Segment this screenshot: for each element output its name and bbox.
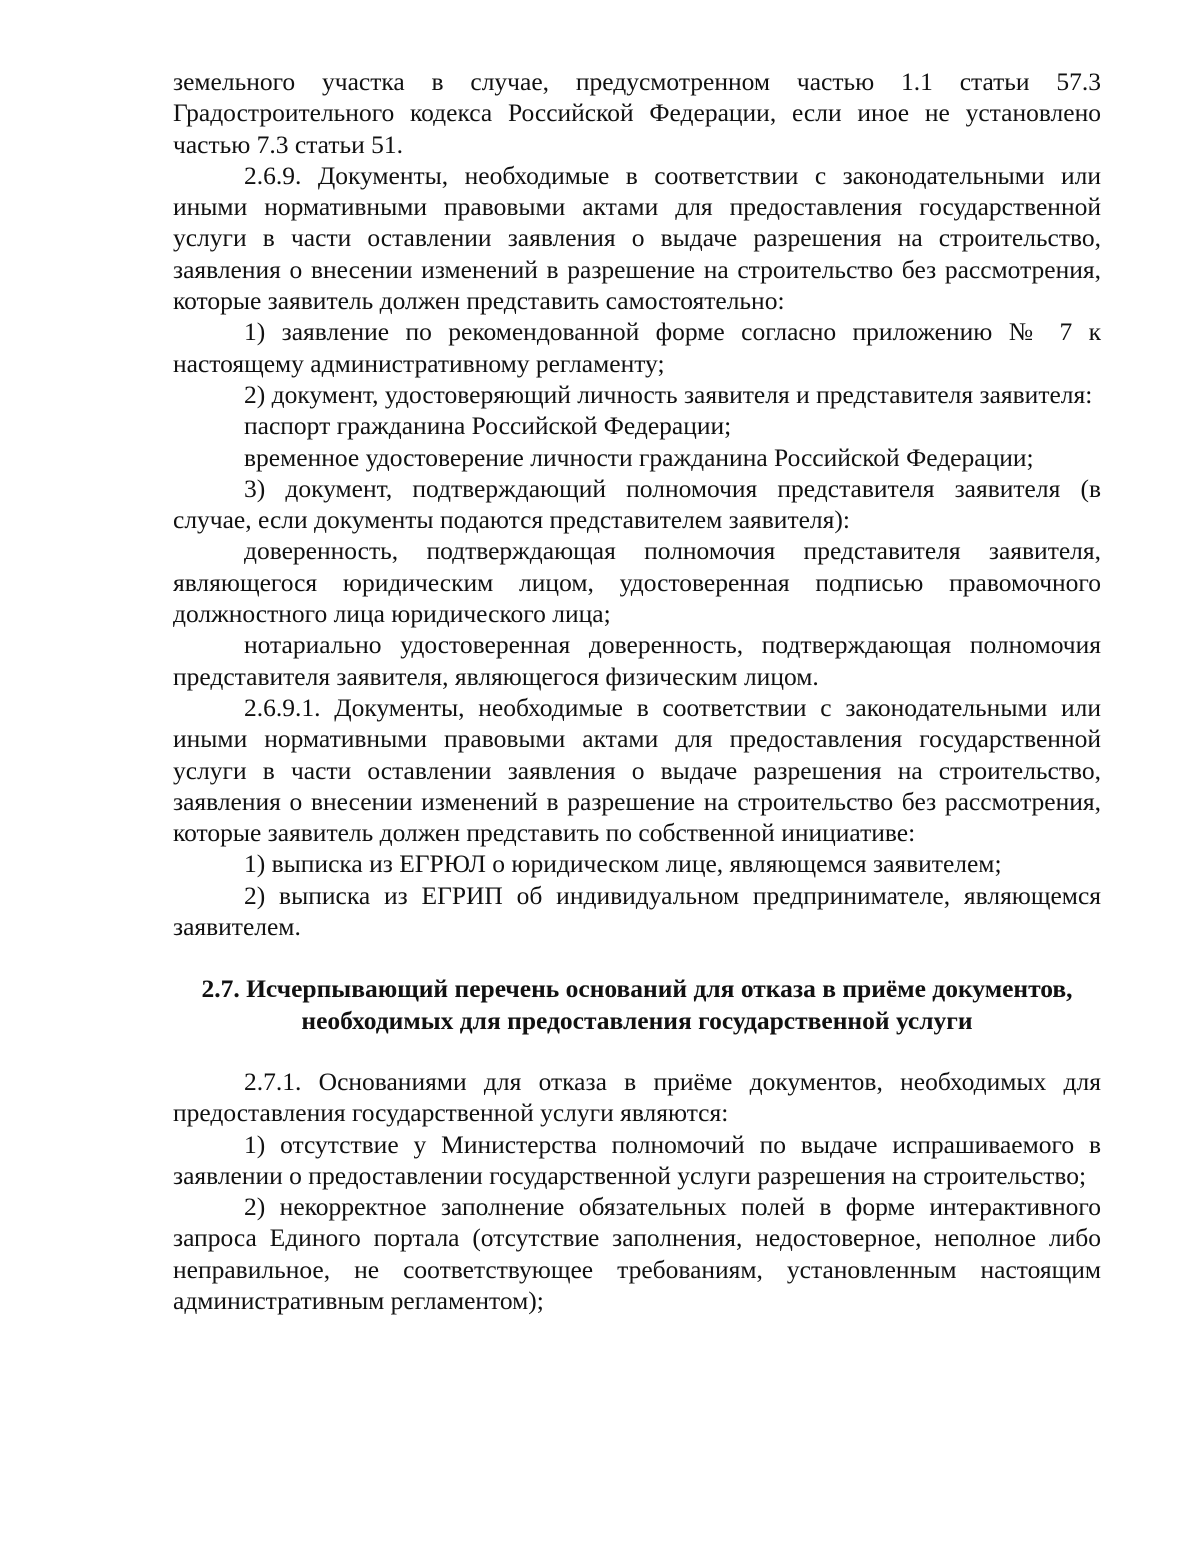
sub-item-passport: паспорт гражданина Российской Федерации; [244,411,732,441]
document-body [173,66,1101,1316]
section-heading-2-7: 2.7. Исчерпывающий перечень оснований для отказа в приёме документов, необходимых для предоставления государственной услуги [201,974,1073,1035]
list-item-incorrect-fields: 2) некорректное заполнение обязательных полей в форме интерактивного запроса Единого портала (отсутствие заполнения, недостоверное, неполное либо неправильное, не соответствующее требованиям, установленным настоящим административным регламентом); [173,1192,1101,1315]
list-item-identity-document: 2) документ, удостоверяющий личность заявителя и представителя заявителя: [244,379,1093,409]
paragraph-continuation: земельного участка в случае, предусмотренном частью 1.1 статьи 57.3 Градостроительного кодекса Российской Федерации, если иное не установлено частью 7.3 статьи 51. [173,67,1101,159]
paragraph-2-7-1: 2.7.1. Основаниями для отказа в приёме документов, необходимых для предоставления государственной услуги являются: [173,1066,1101,1128]
list-item-authority-document: 3) документ, подтверждающий полномочия представителя заявителя (в случае, если документы подаются представителем заявителя): [173,473,1101,535]
paragraph-2-6-9-1: 2.6.9.1. Документы, необходимые в соответствии с законодательными или иными нормативными правовыми актами для предоставления государственной услуги в части оставлении заявления о выдаче разрешения на строительство, заявления о внесении изменений в разрешение на строительство без рассмотрения, которые заявитель должен представить по собственной инициативе: [173,692,1101,848]
list-item-egrip-extract: 2) выписка из ЕГРИП об индивидуальном предпринимателе, являющемся заявителем. [173,880,1101,942]
list-item-application: 1) заявление по рекомендованной форме согласно приложению № 7 к настоящему административному регламенту; [173,317,1101,378]
sub-item-temporary-id: временное удостоверение личности гражданина Российской Федерации; [244,442,1034,472]
sub-item-notarized-proxy: нотариально удостоверенная доверенность, подтверждающая полномочия представителя заявителя, являющегося физическим лицом. [173,630,1101,691]
list-item-egrul-extract: 1) выписка из ЕГРЮЛ о юридическом лице, являющемся заявителем; [244,849,1002,879]
list-item-no-authority: 1) отсутствие у Министерства полномочий по выдаче испрашиваемого в заявлении о предоставлении государственной услуги разрешения на строительство; [173,1129,1101,1190]
sub-item-legal-entity-proxy: доверенность, подтверждающая полномочия представителя заявителя, являющегося юридическим лицом, удостоверенная подписью правомочного должностного лица юридического лица; [173,536,1101,629]
paragraph-2-6-9: 2.6.9. Документы, необходимые в соответствии с законодательными или иными нормативными правовыми актами для предоставления государственной услуги в части оставлении заявления о выдаче разрешения на строительство, заявления о внесении изменений в разрешение на строительство без рассмотрения, которые заявитель должен представить самостоятельно: [173,160,1101,316]
